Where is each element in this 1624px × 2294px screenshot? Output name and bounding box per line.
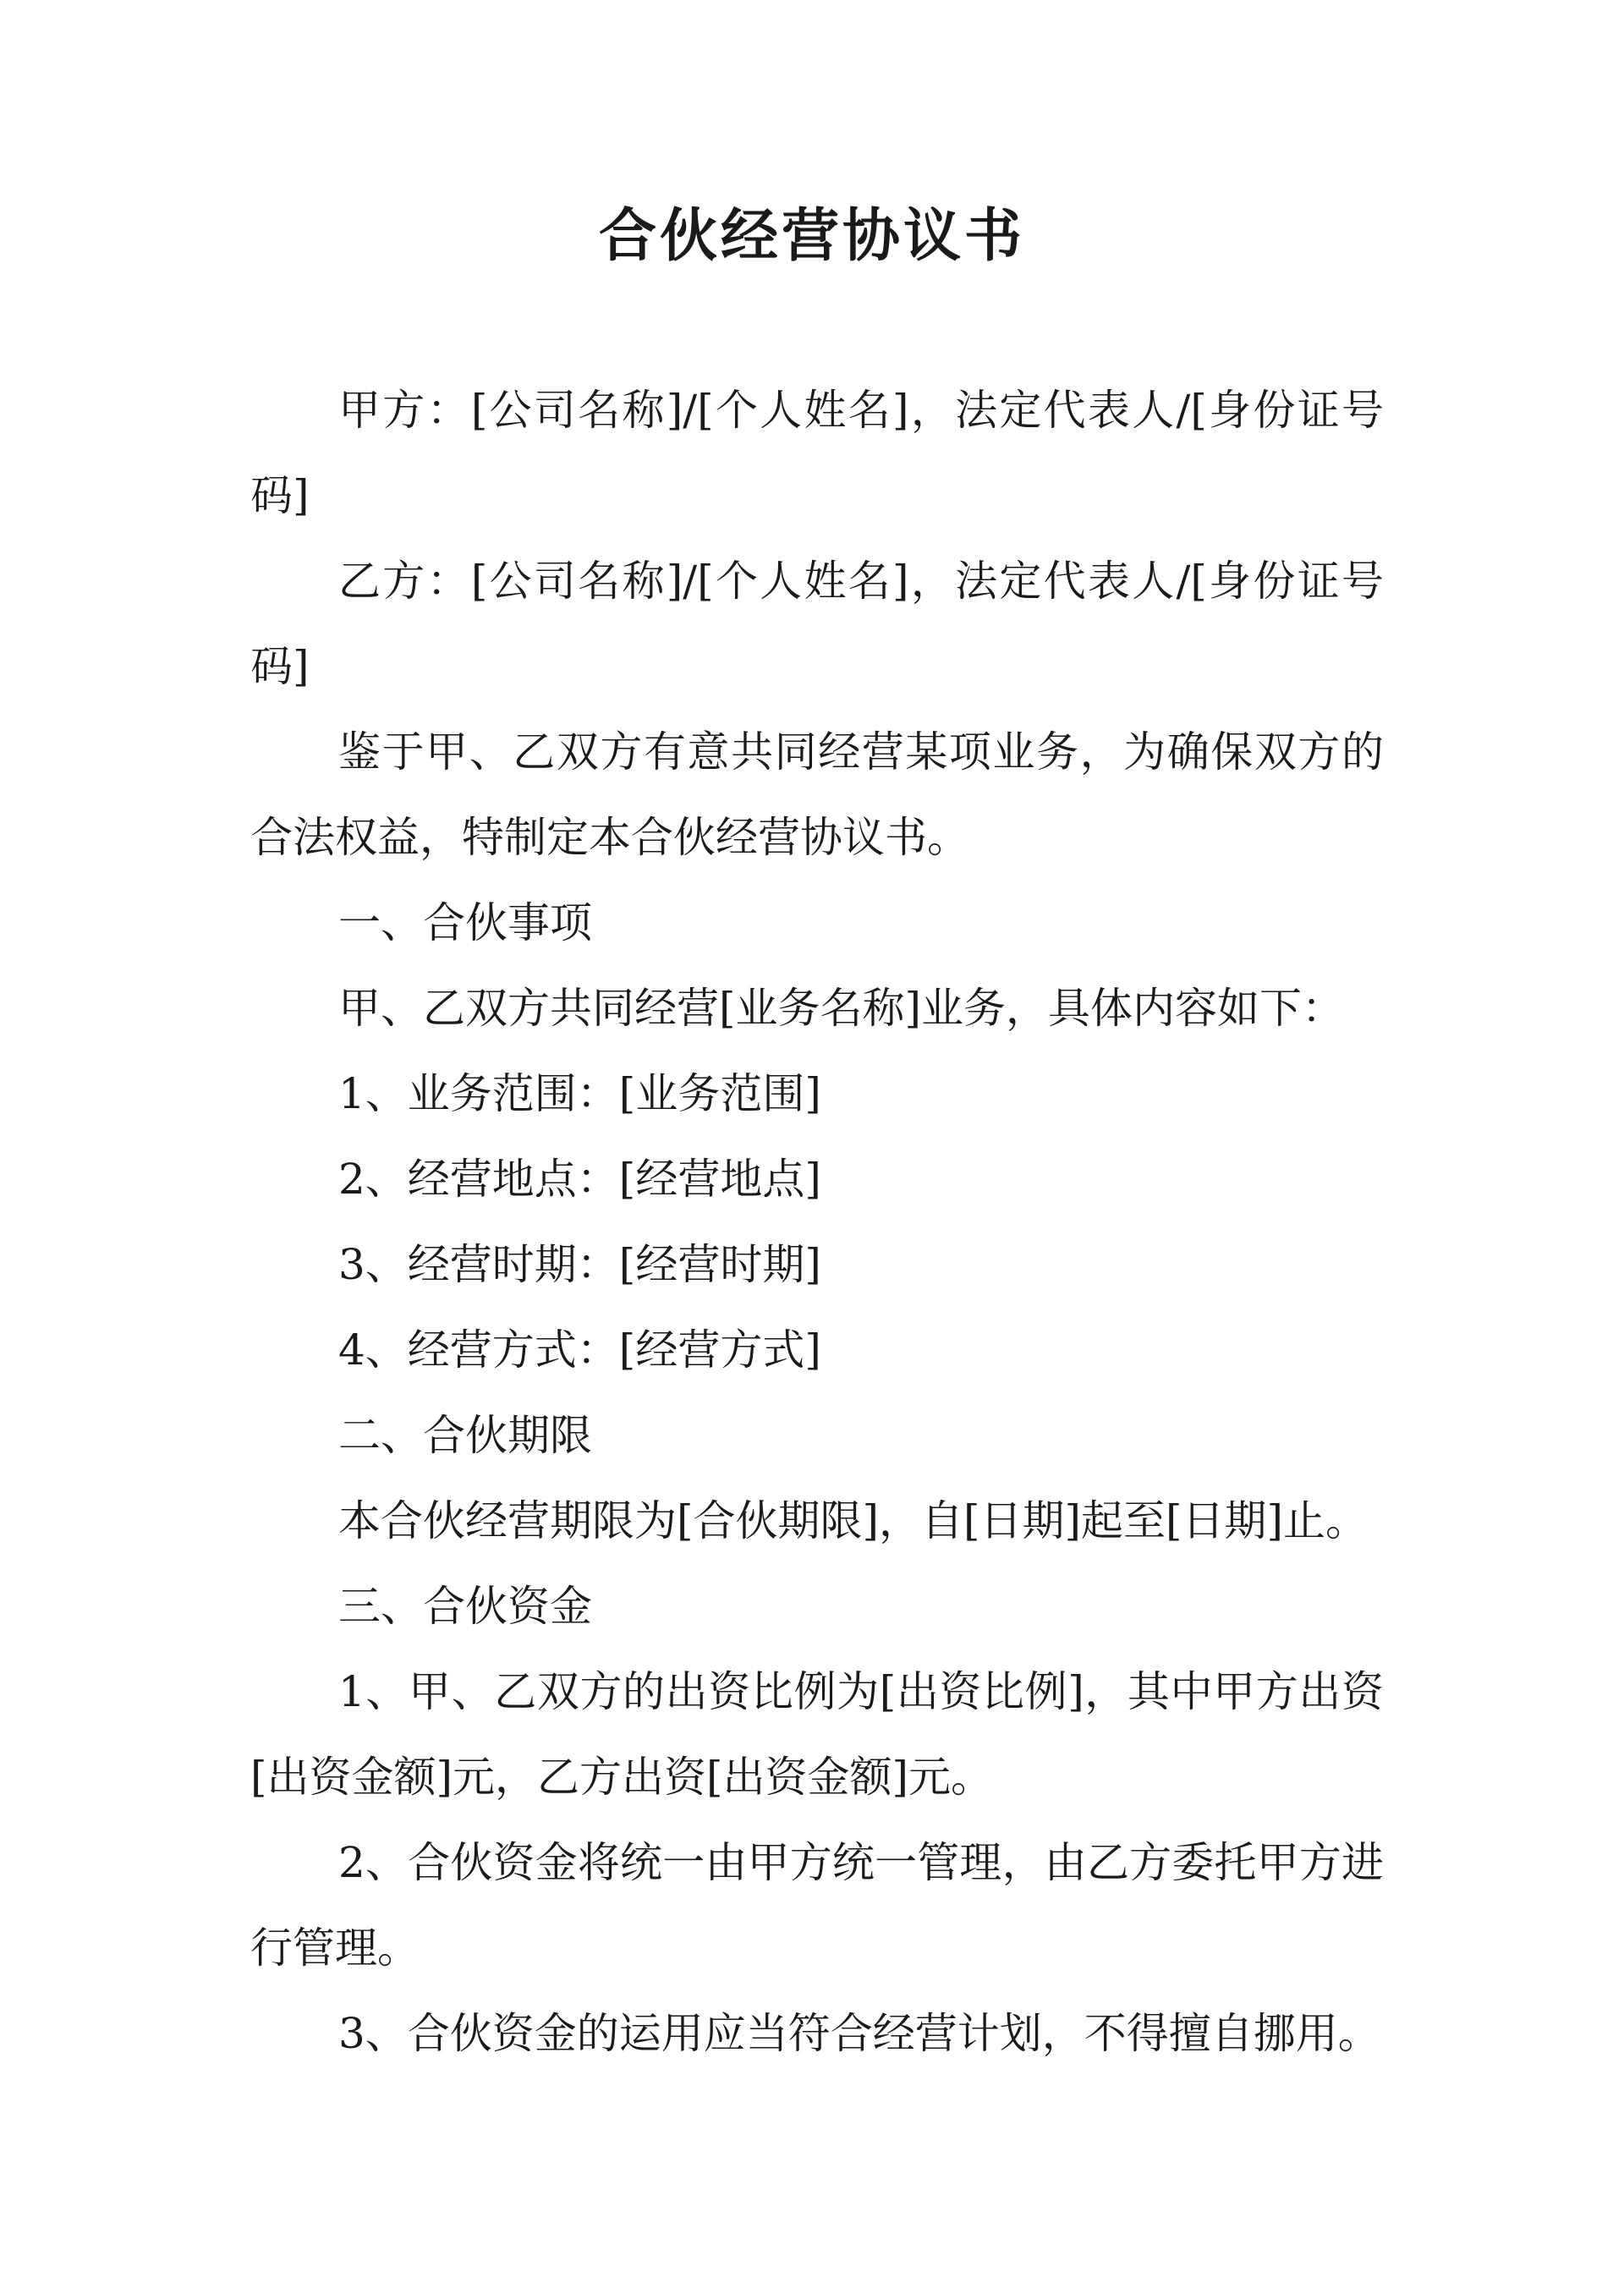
party-b-paragraph: 乙方：[公司名称]/[个人姓名]，法定代表人/[身份证号码]: [250, 557, 1384, 691]
document-body: [250, 368, 1384, 2077]
capital-item-2: 2、合伙资金将统一由甲方统一管理，由乙方委托甲方进行管理。: [250, 1838, 1384, 1973]
list-item-business-method: 4、经营方式：[经营方式]: [338, 1325, 821, 1375]
capital-item-1: 1、甲、乙双方的出资比例为[出资比例]，其中甲方出资[出资金额]元，乙方出资[出资金额]元。: [250, 1667, 1384, 1802]
partnership-matters-paragraph: 甲、乙双方共同经营[业务名称]业务，具体内容如下：: [338, 984, 1345, 1033]
partnership-term-paragraph: 本合伙经营期限为[合伙期限]，自[日期]起至[日期]止。: [338, 1496, 1369, 1545]
section-heading-partnership-capital: 三、合伙资金: [338, 1582, 592, 1631]
list-item-business-scope: 1、业务范围：[业务范围]: [338, 1069, 821, 1118]
document-title: 合伙经营协议书: [598, 203, 1025, 270]
list-item-business-location: 2、经营地点：[经营地点]: [338, 1155, 821, 1204]
preamble-paragraph: 鉴于甲、乙双方有意共同经营某项业务，为确保双方的合法权益，特制定本合伙经营协议书。: [250, 727, 1384, 862]
list-item-business-period: 3、经营时期：[经营时期]: [338, 1240, 821, 1289]
section-heading-partnership-matters: 一、合伙事项: [338, 898, 592, 947]
capital-item-3: 3、合伙资金的运用应当符合经营计划，不得擅自挪用。: [338, 2009, 1380, 2058]
section-heading-partnership-term: 二、合伙期限: [338, 1411, 592, 1460]
party-a-paragraph: 甲方：[公司名称]/[个人姓名]，法定代表人/[身份证号码]: [250, 386, 1384, 520]
